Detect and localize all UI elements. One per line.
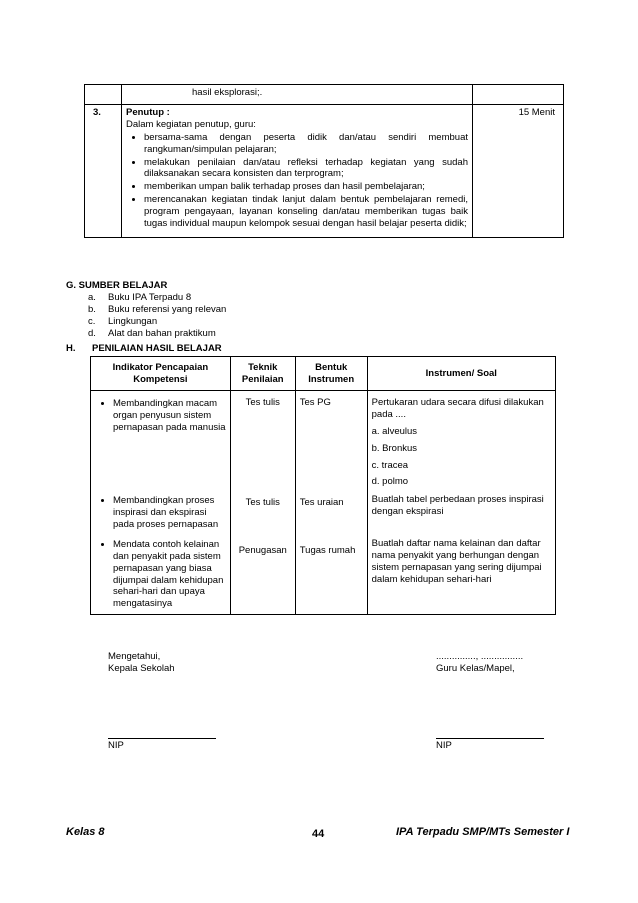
nip-right: NIP [436, 740, 452, 751]
col-teknik: Teknik Penilaian [230, 357, 295, 391]
sumber-list [88, 292, 226, 340]
prev-row-text: hasil eksplorasi;. [192, 87, 263, 98]
option-a: a. alveulus [371, 425, 418, 437]
option-b: b. Bronkus [371, 442, 418, 454]
list-item: b. Buku referensi yang relevan [88, 303, 227, 315]
sumber-section [66, 280, 226, 339]
nip-left: NIP [108, 740, 124, 751]
table-row: • Mendata contoh kelainan dan penyakit pada sistem pernapasan yang biasa dijumpai dalam kehidupan sehari-hari dan upaya mengatasinya Penugasan Tugas rumah Buatlah daftar nama kelainan dan daftar nama penyakit yang berhungan dengan sistem pernapasan yang sering dijumpai dalam kehidupan sehari-hari [91, 535, 556, 615]
duration: 15 Menit [473, 105, 564, 238]
signature-line-left [108, 738, 216, 739]
row-number: 3. [85, 105, 122, 238]
footer-left: Kelas 8 [66, 826, 105, 838]
signature-line-right [436, 738, 544, 739]
list-item: c. Lingkungan [88, 315, 158, 327]
list-item: a. Buku IPA Terpadu 8 [88, 291, 192, 303]
option-d: d. polmo [371, 476, 409, 488]
activity-table [84, 84, 564, 238]
assessment-table [90, 356, 556, 615]
list-item: d. Alat dan bahan praktikum [88, 327, 216, 339]
table-row [85, 85, 564, 105]
table-row [85, 105, 564, 238]
closing-list [126, 132, 468, 230]
signature-right: ..............., ................ Guru Kelas/Mapel, [436, 651, 524, 674]
signature-left: Mengetahui, Kepala Sekolah [108, 651, 175, 674]
penilaian-title: H. PENILAIAN HASIL BELAJAR [66, 343, 222, 354]
col-bentuk: Bentuk Instrumen [295, 357, 367, 391]
closing-heading: Penutup : [126, 107, 170, 118]
list-item: • bersama-sama dengan peserta didik dan/atau sendiri membuat rangkuman/simpulan pelajaran; [144, 132, 468, 156]
table-header [91, 357, 556, 391]
col-indikator: Indikator Pencapaian Kompetensi [91, 357, 231, 391]
closing-intro: Dalam kegiatan penutup, guru: [126, 118, 256, 130]
list-item: • melakukan penilaian dan/atau refleksi terhadap kegiatan yang sudah dilaksanakan secara konsisten dan terprogram; [144, 157, 468, 181]
table-row: • Membandingkan macam organ penyusun sistem pernapasan pada manusia Tes tulis Tes PG Pertukaran udara secara difusi dilakukan pada .... a. alveulus b. Bronkus c. tracea d. polmo [91, 391, 556, 492]
table-row: • Membandingkan proses inspirasi dan ekspirasi pada proses pernapasan Tes tulis Tes uraian Buatlah tabel perbedaan proses inspirasi dengan ekspirasi [91, 491, 556, 535]
sumber-title: G. SUMBER BELAJAR [66, 280, 168, 291]
list-item: • merencanakan kegiatan tindak lanjut dalam bentuk pembelajaran remedi, program pengayaan, layanan konseling dan/atau memberikan tugas baik tugas individual maupun kelompok sesuai dengan hasil belajar peserta didik; [144, 194, 468, 230]
option-c: c. tracea [371, 459, 409, 471]
footer-right: IPA Terpadu SMP/MTs Semester I [396, 826, 570, 838]
page-number: 44 [312, 828, 325, 840]
col-soal: Instrumen/ Soal [367, 357, 555, 391]
list-item: • memberikan umpan balik terhadap proses dan hasil pembelajaran; [144, 181, 468, 193]
